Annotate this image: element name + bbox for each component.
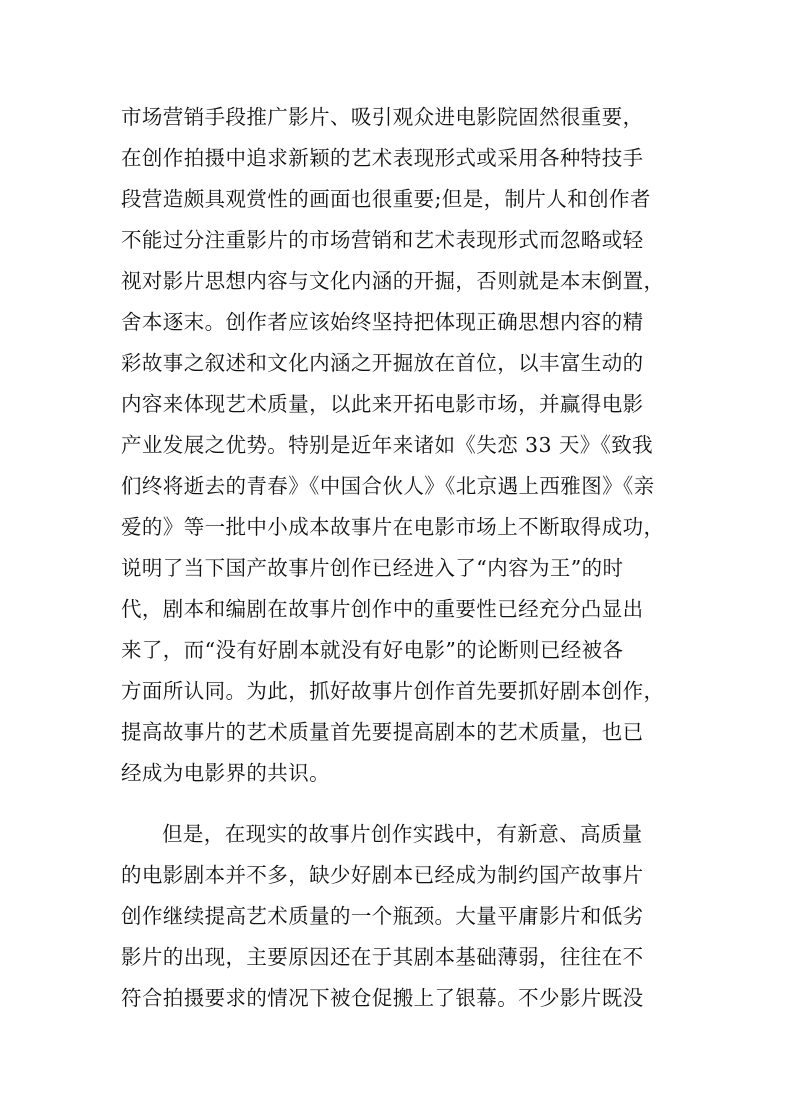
text-line: 来了，而“没有好剧本就没有好电影”的论断则已经被各	[121, 638, 624, 662]
text-line: 内容来体现艺术质量，以此来开拓电影市场，并赢得电影	[121, 392, 644, 416]
text-line: 们终将逝去的青春》《中国合伙人》《北京遇上西雅图》《亲	[121, 474, 655, 498]
text-line: 提高故事片的艺术质量首先要提高剧本的艺术质量，也已	[121, 720, 644, 744]
text-line: 在创作拍摄中追求新颖的艺术表现形式或采用各种特技手	[121, 146, 644, 170]
text-line: 视对影片思想内容与文化内涵的开掘，否则就是本末倒置，	[121, 269, 665, 293]
text-line: 但是，在现实的故事片创作实践中，有新意、高质量	[162, 822, 643, 846]
text-line: 不能过分注重影片的市场营销和艺术表现形式而忽略或轻	[121, 228, 644, 252]
text-line: 舍本逐末。创作者应该始终坚持把体现正确思想内容的精	[121, 310, 644, 334]
text-line: 彩故事之叙述和文化内涵之开掘放在首位，以丰富生动的	[121, 351, 644, 375]
text-line: 爱的》等一批中小成本故事片在电影市场上不断取得成功，	[121, 515, 665, 539]
text-line: 符合拍摄要求的情况下被仓促搬上了银幕。不少影片既没	[121, 986, 644, 1010]
text-line: 方面所认同。为此，抓好故事片创作首先要抓好剧本创作，	[121, 679, 665, 703]
text-line: 代，剧本和编剧在故事片创作中的重要性已经充分凸显出	[121, 597, 644, 621]
text-line: 段营造颇具观赏性的画面也很重要;但是，制片人和创作者	[121, 187, 651, 211]
text-line: 说明了当下国产故事片创作已经进入了“内容为王”的时	[121, 556, 624, 580]
text-line: 市场营销手段推广影片、吸引观众进电影院固然很重要，	[121, 105, 644, 129]
text-line: 影片的出现，主要原因还在于其剧本基础薄弱，往往在不	[121, 945, 644, 969]
text-line: 经成为电影界的共识。	[121, 761, 330, 785]
text-line: 的电影剧本并不多，缺少好剧本已经成为制约国产故事片	[121, 863, 644, 887]
text-line: 产业发展之优势。特别是近年来诸如《失恋 33 天》《致我	[121, 433, 654, 457]
text-line: 创作继续提高艺术质量的一个瓶颈。大量平庸影片和低劣	[121, 904, 644, 928]
